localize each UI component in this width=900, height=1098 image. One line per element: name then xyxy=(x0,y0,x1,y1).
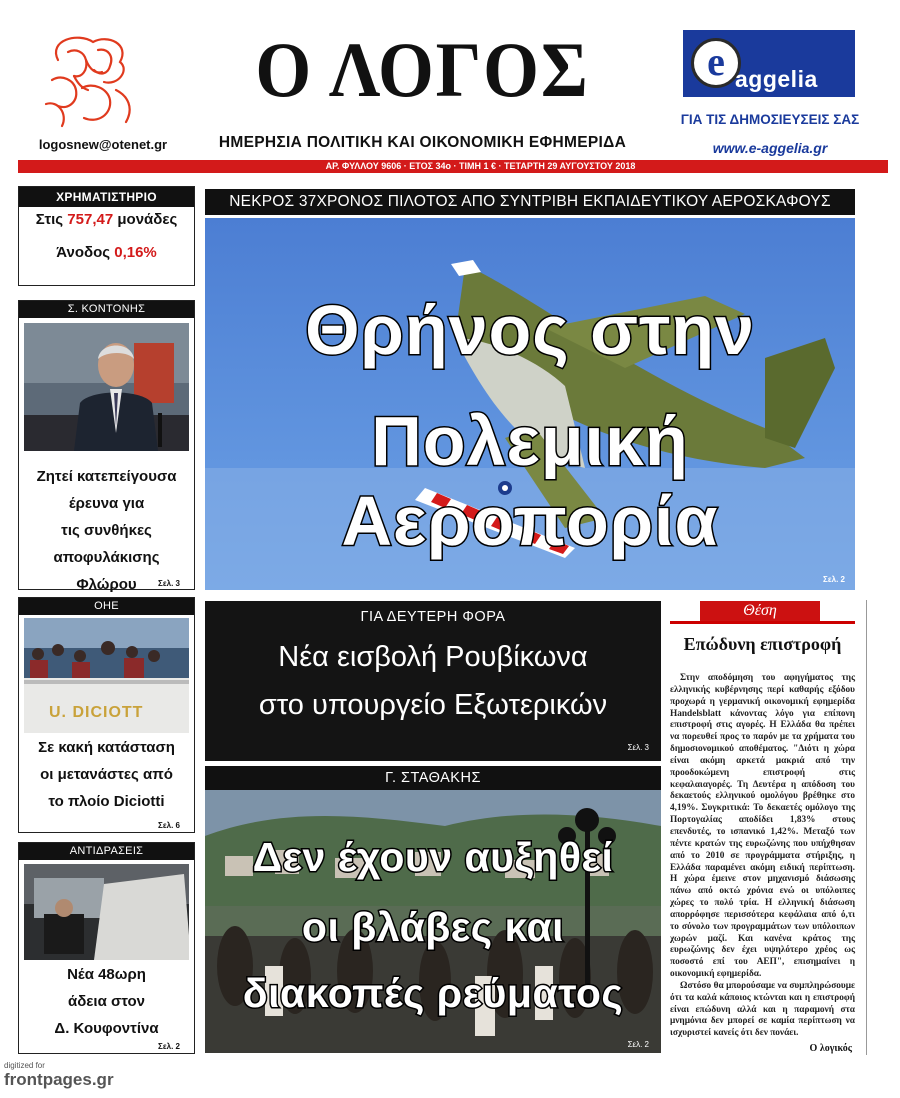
story-stathakis[interactable] xyxy=(205,766,661,1053)
editorial-paragraph: Στην αποδόμηση του αφηγήματος της ελληνικής κυβέρνησης περί καθαρής εξόδου προχωρά η γερμανική οικονομική εφημερίδα Handelsblatt κάνοντας λόγο για επίπονη επιστροφή στις αγορές. Η Ελλάδα θα πρέπει να πορευθεί προς το παρόν με τα χρήματα του δημοσιονομικού αποθέματος. "Διότι η χώρα είναι ακόμη αρκετά μακριά από την προοδοκώμενη επιστροφή στις κεφαλαιαγορές. Τη Δευτέρα η απόδοση του δεκαετούς ελληνικού ομολόγου βρέθηκε στο 4,19%. Συγκριτικά: Το δεκαετές ομόλογο της Πορτογαλίας αποδίδει 1,83% στους επενδυτές, το ισπανικό 1,42%. Μεταξύ των πέντε κρατών της ευρωζώνης που υπήχθησαν από το 2010 σε προγράμματα στήριξης, η Ελλάδα παραμένει ακόμη ειδική περίπτωση. Η χώρα έμεινε στον μηχανισμό διάσωσης πάνω από οκτώ χρόνια ενώ οι υπόλοιπες χώρες το πολύ τρία. Η ελληνική διάσωση απορρόφησε περισσότερα κεφάλαια από ό,τι το σύνολο των προγραμμάτων των υπόλοιπων χωρών μαζί. Και κανένα κράτος της ευρωζώνης δεν έχει υψηλότερο χρέος ως ποσοστό επί του ΑΕΠ", επισημαίνει η οικονομική εφημερίδα. xyxy=(670,673,855,980)
editorial-tag-label: Θέση xyxy=(700,601,820,621)
story-card-koufontinas[interactable] xyxy=(18,842,195,1054)
card-heading: ΟΗΕ xyxy=(19,598,194,615)
editorial-headline: Επώδυνη επιστροφή xyxy=(683,634,842,654)
card-heading: Σ. ΚΟΝΤΟΝΗΣ xyxy=(19,301,194,318)
story2-headline-line1: Νέα εισβολή Ρουβίκωνα xyxy=(278,641,588,673)
story2-kicker: ΓΙΑ ΔΕΥΤΕΡΗ ΦΟΡΑ xyxy=(360,609,506,625)
story2-headline-line2: στο υπουργείο Εξωτερικών xyxy=(258,689,608,721)
card-headline-line: Δ. Κουφοντίνα xyxy=(54,1020,159,1037)
card-headline-line: Σε κακή κατάσταση xyxy=(38,739,175,756)
card-headline xyxy=(23,463,190,598)
card-headline-line: αποφυλάκισης Φλώρου xyxy=(53,549,160,593)
card-headline-line: τις συνθήκες xyxy=(61,522,152,539)
photo-car xyxy=(24,864,189,960)
masthead-subtitle: ΗΜΕΡΗΣΙΑ ΠΟΛΙΤΙΚΗ ΚΑΙ ΟΙΚΟΝΟΜΙΚΗ ΕΦΗΜΕΡΙΔΑ xyxy=(218,134,627,151)
card-headline-line: οι μετανάστες από xyxy=(40,766,173,783)
issue-bar: ΑΡ. ΦΥΛΛΟΥ 9606 · ΕΤΟΣ 34ο · ΤΙΜΗ 1 € · ΤΕΤΑΡΤΗ 29 ΑΥΓΟΥΣΤΟΥ 2018 xyxy=(18,160,888,173)
card-headline-line: έρευνα για xyxy=(68,495,145,512)
eaggelia-slogan: ΓΙΑ ΤΙΣ ΔΗΜΟΣΙΕΥΣΕΙΣ ΣΑΣ xyxy=(680,112,860,127)
eaggelia-logo-letter: e xyxy=(691,38,741,88)
hero-story[interactable] xyxy=(205,218,855,590)
digitized-credit xyxy=(4,1061,114,1090)
hero-title-line1: Θρήνος στην xyxy=(305,291,755,369)
masthead-title: Ο ΛΟΓΟΣ xyxy=(255,26,590,113)
editorial-signature: Ο λογικός xyxy=(809,1043,852,1054)
digitized-site: frontpages.gr xyxy=(4,1070,114,1089)
digitized-label: digitized for xyxy=(4,1061,45,1070)
stock-change-value: 0,16% xyxy=(114,244,157,261)
story-card-diciotti[interactable] xyxy=(18,597,195,833)
eaggelia-url[interactable]: www.e-aggelia.gr xyxy=(712,140,828,156)
photo-minister xyxy=(24,323,189,451)
card-headline-line: Νέα 48ωρη xyxy=(67,966,146,983)
eaggelia-brand: aggelia xyxy=(735,66,818,92)
card-headline xyxy=(23,734,190,815)
page-ref: Σελ. 6 xyxy=(158,821,180,830)
ship-name-text: U. DICIOTT xyxy=(49,704,144,721)
card-headline-line: Ζητεί κατεπείγουσα xyxy=(36,468,177,485)
story3-kicker: Γ. ΣΤΑΘΑΚΗΣ xyxy=(205,766,661,790)
story-card-kontonis[interactable] xyxy=(18,300,195,593)
card-headline-line: άδεια στον xyxy=(67,993,146,1010)
column-divider xyxy=(866,600,867,1055)
stock-index-line xyxy=(19,211,194,228)
page-ref: Σελ. 3 xyxy=(158,579,180,588)
hero-title-line2: Πολεμική Αεροπορία xyxy=(341,402,719,560)
stock-value: 757,47 xyxy=(67,211,114,228)
hero-kicker: ΝΕΚΡΟΣ 37ΧΡΟΝΟΣ ΠΙΛΟΤΟΣ ΑΠΟ ΣΥΝΤΡΙΒΗ ΕΚΠΑΙΔΕΥΤΙΚΟΥ ΑΕΡΟΣΚΑΦΟΥΣ xyxy=(205,189,855,215)
stock-prefix: Στις xyxy=(35,211,64,228)
contact-email: logosnew@otenet.gr xyxy=(38,137,168,152)
logo-artwork xyxy=(38,30,138,130)
stock-change-label: Άνοδος xyxy=(56,244,111,261)
editorial-paragraph: Ωστόσο θα μπορούσαμε να συμπληρώσουμε ότι τα καλά κάποιος κτώνται και η επιστροφή είναι επώδυνη αλλά και η παραμονή στα μνημόνια δεν μπορεί σε καμία περίπτωση να ισχυριστεί κανείς ότι δεν πονάει. xyxy=(670,980,855,1039)
story3-headline-line2: οι βλάβες και xyxy=(301,904,565,950)
editorial-body xyxy=(670,673,855,1040)
page-ref: Σελ. 2 xyxy=(158,1042,180,1051)
card-headline-line: το πλοίο Diciotti xyxy=(48,793,165,810)
card-heading: ΑΝΤΙΔΡΑΣΕΙΣ xyxy=(19,843,194,860)
story3-headline-line3: διακοπές ρεύματος xyxy=(242,970,624,1016)
stock-market-box xyxy=(18,186,195,286)
page-ref: Σελ. 3 xyxy=(627,743,649,752)
stock-heading: ΧΡΗΜΑΤΙΣΤΗΡΙΟ xyxy=(19,187,194,207)
editorial-tag xyxy=(670,601,855,624)
stock-change-line xyxy=(19,244,194,261)
story3-headline-line1: Δεν έχουν αυξηθεί xyxy=(252,834,614,880)
stock-suffix: μονάδες xyxy=(117,211,178,228)
page-ref: Σελ. 2 xyxy=(823,575,845,584)
story-rouvikonas[interactable] xyxy=(205,601,661,761)
card-headline xyxy=(23,961,190,1042)
eaggelia-ad[interactable] xyxy=(683,30,855,97)
page-ref: Σελ. 2 xyxy=(627,1040,649,1049)
